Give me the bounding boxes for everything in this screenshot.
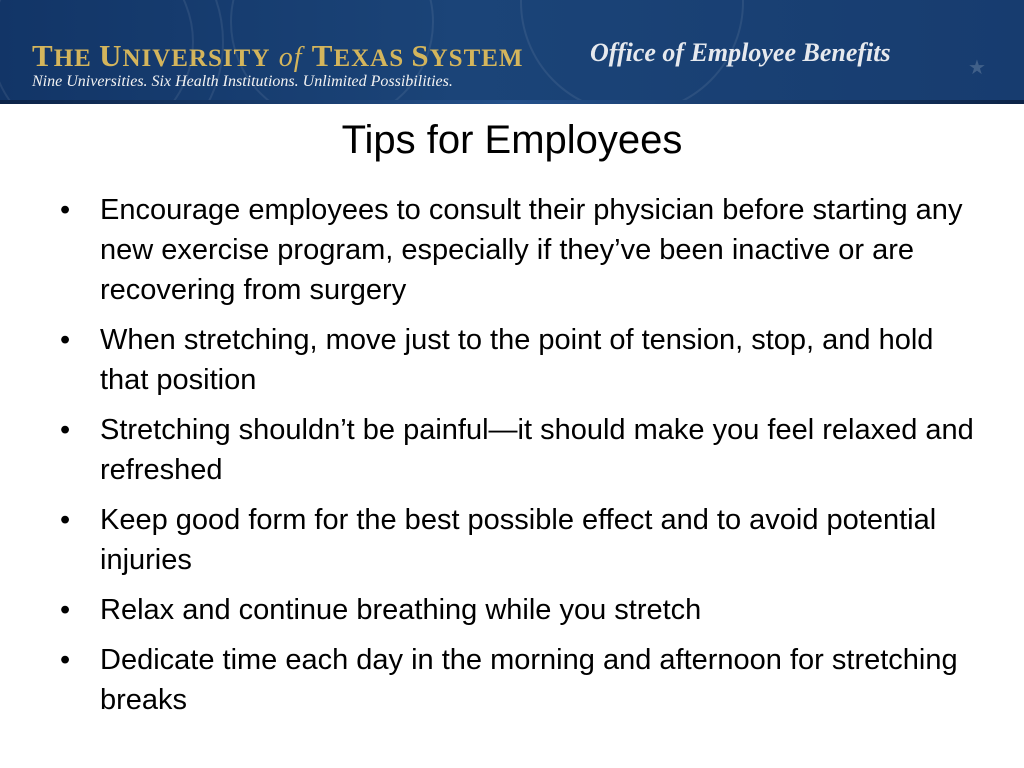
bullet-icon: •	[60, 504, 71, 536]
tip-item	[60, 410, 980, 490]
tip-text: Dedicate time each day in the morning and afternoon for stretching breaks	[100, 644, 958, 716]
tip-text: Keep good form for the best possible effect and to avoid potential injuries	[100, 504, 937, 576]
tip-item	[60, 190, 980, 310]
university-system-name: THE UNIVERSITY of TEXAS SYSTEM	[32, 38, 524, 73]
tip-item	[60, 590, 980, 630]
tip-item	[60, 640, 980, 720]
bullet-icon: •	[60, 594, 71, 626]
bullet-icon: •	[60, 324, 71, 356]
tip-text: When stretching, move just to the point of tension, stop, and hold that position	[100, 324, 934, 396]
tips-list	[60, 190, 980, 730]
header-banner	[0, 0, 1024, 104]
tip-item	[60, 320, 980, 400]
tagline: Nine Universities. Six Health Institutions. Unlimited Possibilities.	[32, 73, 453, 90]
tip-text: Relax and continue breathing while you stretch	[100, 594, 702, 626]
bullet-icon: •	[60, 194, 71, 226]
tip-item	[60, 500, 980, 580]
banner-bottom-bar	[0, 100, 1024, 104]
tip-text: Stretching shouldn’t be painful—it should make you feel relaxed and refreshed	[100, 414, 974, 486]
bullet-icon: •	[60, 644, 71, 676]
tip-text: Encourage employees to consult their physician before starting any new exercise program, especially if they’ve been inactive or are recovering from surgery	[100, 194, 963, 306]
star-icon: ★	[968, 55, 986, 79]
office-name: Office of Employee Benefits	[590, 38, 891, 67]
bullet-icon: •	[60, 414, 71, 446]
slide-title: Tips for Employees	[341, 118, 683, 162]
